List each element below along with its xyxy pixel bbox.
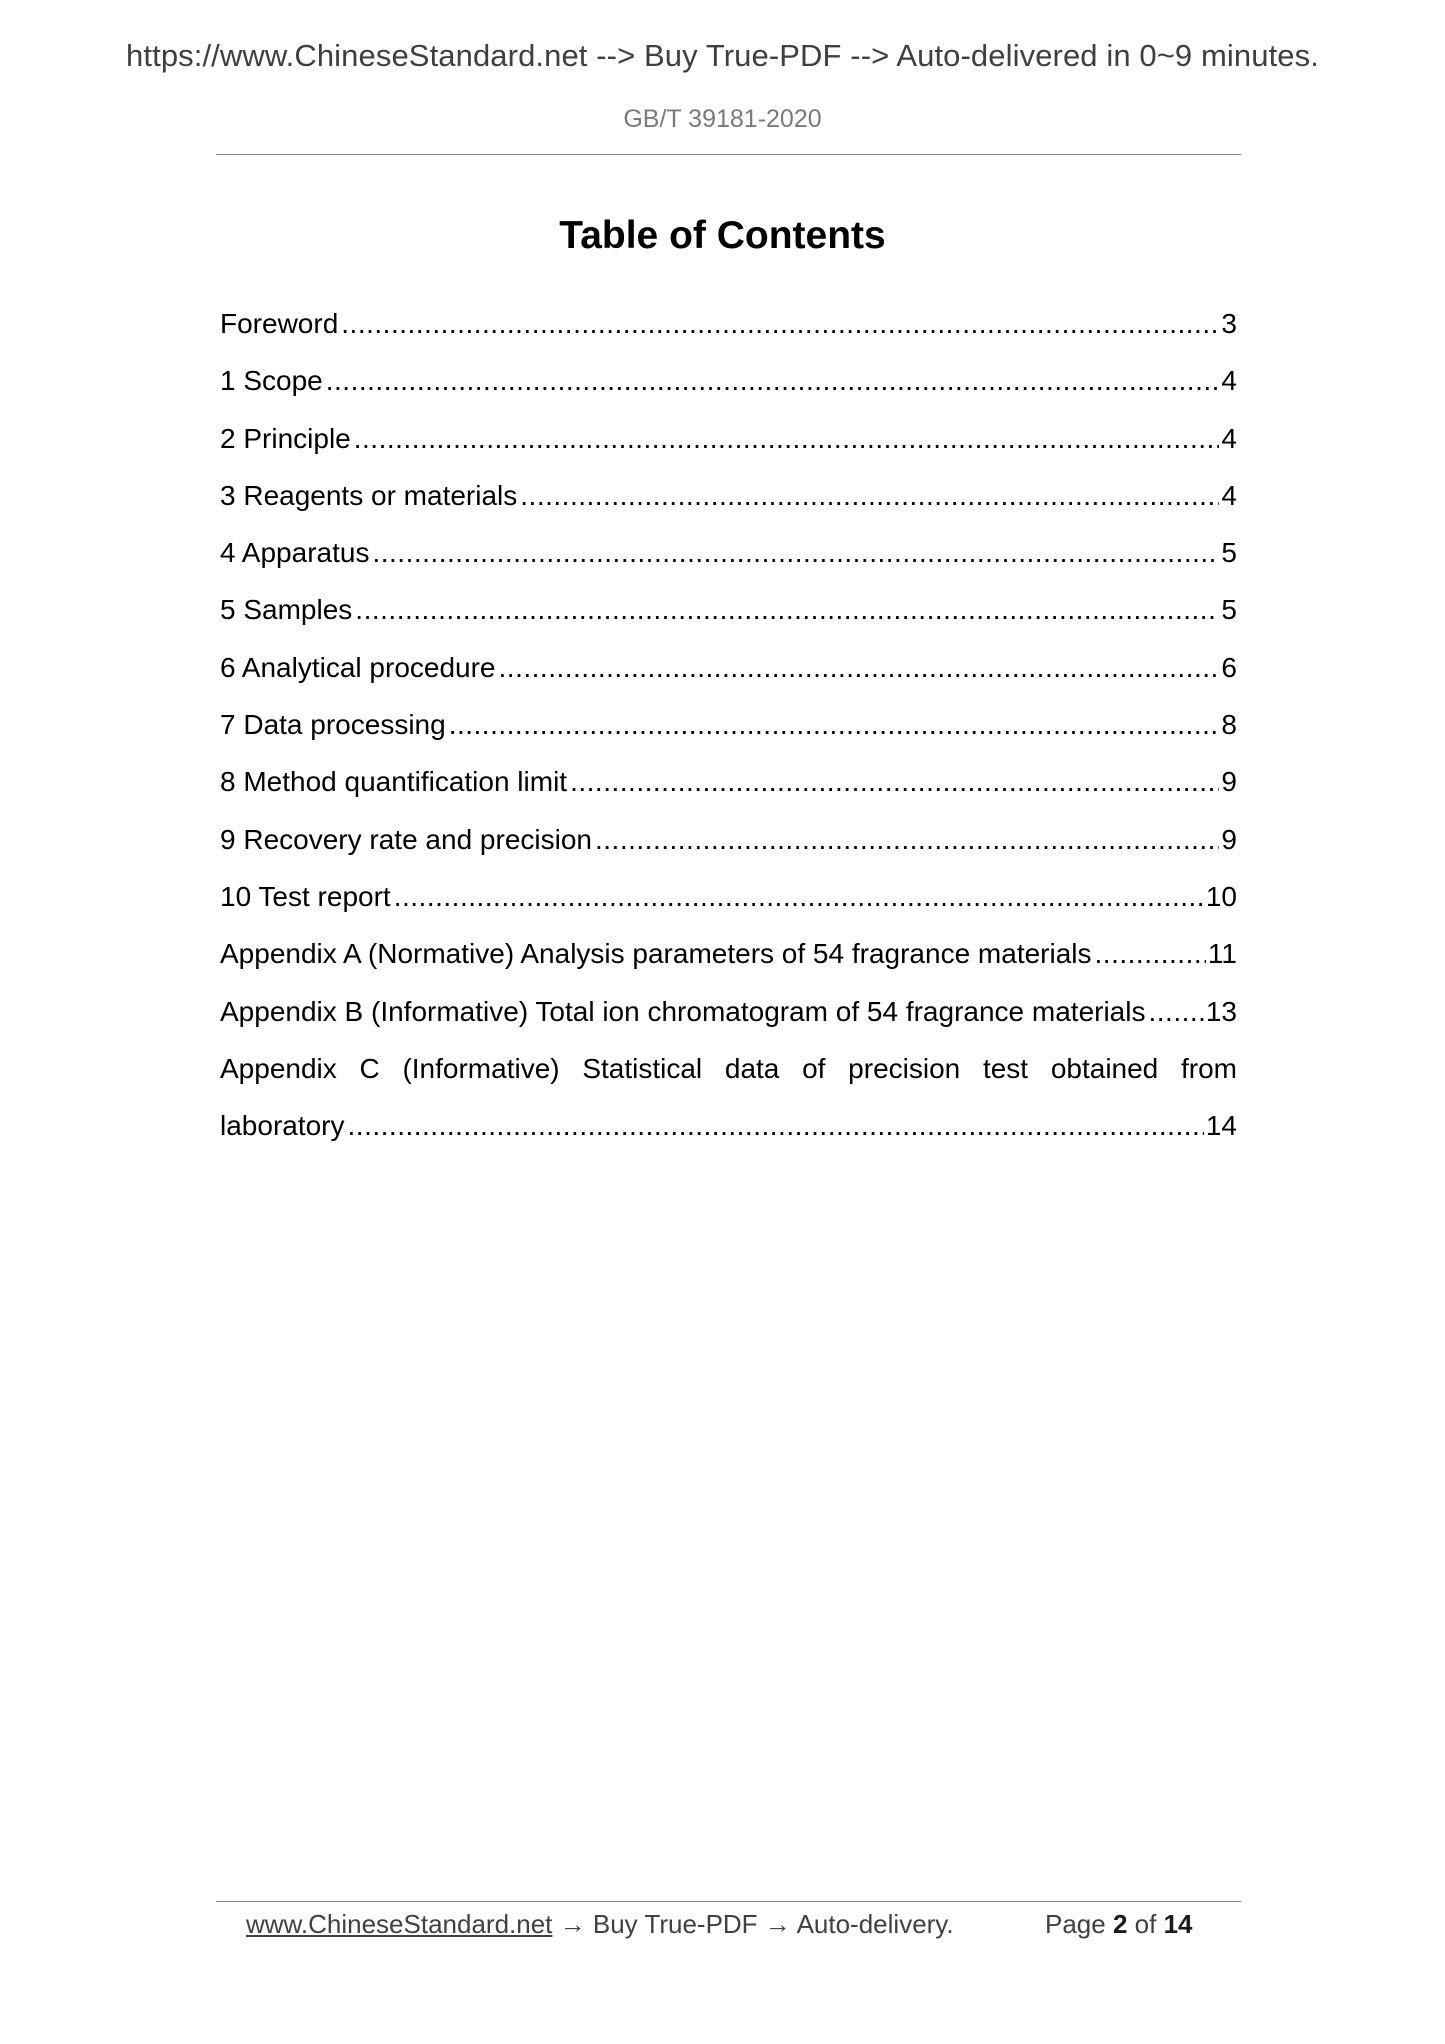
toc-leader-dots: [499, 646, 1220, 690]
toc-entry-page: 10: [1205, 880, 1237, 912]
toc-entry-page: 14: [1205, 1110, 1237, 1142]
toc-entry-samples[interactable]: [220, 588, 1237, 645]
page-of: of: [1134, 1909, 1157, 1939]
toc-leader-dots: [1095, 932, 1206, 976]
toc-leader-dots: [372, 531, 1219, 575]
toc-entry-label: Appendix B (Informative) Total ion chromatogram of 54 fragrance materials: [220, 995, 1146, 1027]
toc-entry-page: 6: [1221, 651, 1237, 683]
page-current: 2: [1112, 1909, 1128, 1939]
toc-entry-page: 4: [1221, 365, 1237, 397]
toc-entry-label: 7 Data processing: [220, 709, 446, 741]
toc-entry-quantification-limit[interactable]: [220, 760, 1237, 817]
toc-entry-reagents[interactable]: [220, 474, 1237, 531]
toc-entry-label: 9 Recovery rate and precision: [220, 823, 592, 855]
toc-entry-appendix-a[interactable]: [220, 932, 1237, 989]
toc-entry-appendix-c[interactable]: [220, 1047, 1237, 1104]
toc-entry-label: laboratory: [220, 1110, 345, 1142]
toc-leader-dots: [1148, 990, 1203, 1034]
toc-leader-dots: [449, 703, 1220, 747]
toc-entry-label: 3 Reagents or materials: [220, 479, 518, 511]
toc-entry-scope[interactable]: [220, 359, 1237, 416]
footer-tagline: → Buy True-PDF → Auto-delivery.: [552, 1909, 954, 1939]
toc-entry-page: 11: [1207, 938, 1237, 970]
toc-entry-page: 5: [1221, 594, 1237, 626]
toc-entry-page: 4: [1221, 422, 1237, 454]
toc-entry-recovery-precision[interactable]: [220, 818, 1237, 875]
toc-entry-page: 4: [1221, 479, 1237, 511]
toc-entry-label: 5 Samples: [220, 594, 353, 626]
toc-entry-principle[interactable]: [220, 417, 1237, 474]
toc-leader-dots: [394, 875, 1204, 919]
toc-entry-label: Foreword: [220, 308, 339, 339]
toc-entry-label: 8 Method quantification limit: [220, 766, 568, 798]
toc-leader-dots: [520, 474, 1219, 518]
toc-entry-page: 5: [1221, 537, 1237, 569]
toc-entry-page: 3: [1221, 308, 1237, 339]
page-title: Table of Contents: [559, 214, 886, 257]
toc-entry-label: 4 Apparatus: [220, 537, 370, 569]
toc-leader-dots: [341, 302, 1219, 346]
toc-entry-label: 1 Scope: [220, 365, 323, 397]
toc-entry-label: 6 Analytical procedure: [220, 651, 496, 683]
toc-entry-page: 13: [1205, 995, 1237, 1027]
toc-leader-dots: [348, 1104, 1204, 1148]
toc-leader-dots: [326, 359, 1220, 403]
page-number: [1045, 1904, 1193, 1944]
footer-divider: [216, 1901, 1241, 1902]
toc-entry-test-report[interactable]: [220, 875, 1237, 932]
toc-leader-dots: [355, 588, 1219, 632]
toc-entry-apparatus[interactable]: [220, 531, 1237, 588]
toc-entry-label: Appendix A (Normative) Analysis parameters of 54 fragrance materials: [220, 938, 1092, 970]
toc-entry-page: 9: [1221, 823, 1237, 855]
toc-entry-appendix-b[interactable]: [220, 990, 1237, 1047]
top-banner: https://www.ChineseStandard.net --> Buy True-PDF --> Auto-delivered in 0~9 minutes.: [126, 38, 1319, 73]
toc-entry-label: 2 Principle: [220, 422, 351, 454]
toc-entry-appendix-c-continued[interactable]: [220, 1104, 1237, 1161]
toc-leader-dots: [595, 818, 1219, 862]
toc-entry-label: 10 Test report: [220, 880, 391, 912]
toc-entry-analytical-procedure[interactable]: [220, 646, 1237, 703]
toc-leader-dots: [354, 417, 1220, 461]
table-of-contents: [220, 302, 1237, 1161]
toc-entry-page: 9: [1221, 766, 1237, 798]
page-prefix: Page: [1045, 1909, 1106, 1939]
toc-leader-dots: [570, 760, 1219, 804]
toc-entry-page: 8: [1221, 709, 1237, 741]
page-total: 14: [1163, 1909, 1193, 1939]
toc-entry-data-processing[interactable]: [220, 703, 1237, 760]
footer-text: [246, 1904, 954, 1944]
document-code: GB/T 39181-2020: [623, 105, 822, 133]
toc-entry-foreword[interactable]: [220, 302, 1237, 359]
footer-site-link[interactable]: www.ChineseStandard.net: [246, 1909, 553, 1939]
header-divider: [216, 154, 1241, 155]
toc-entry-label: Appendix C (Informative) Statistical data of precision test obtained from: [220, 1052, 1237, 1084]
